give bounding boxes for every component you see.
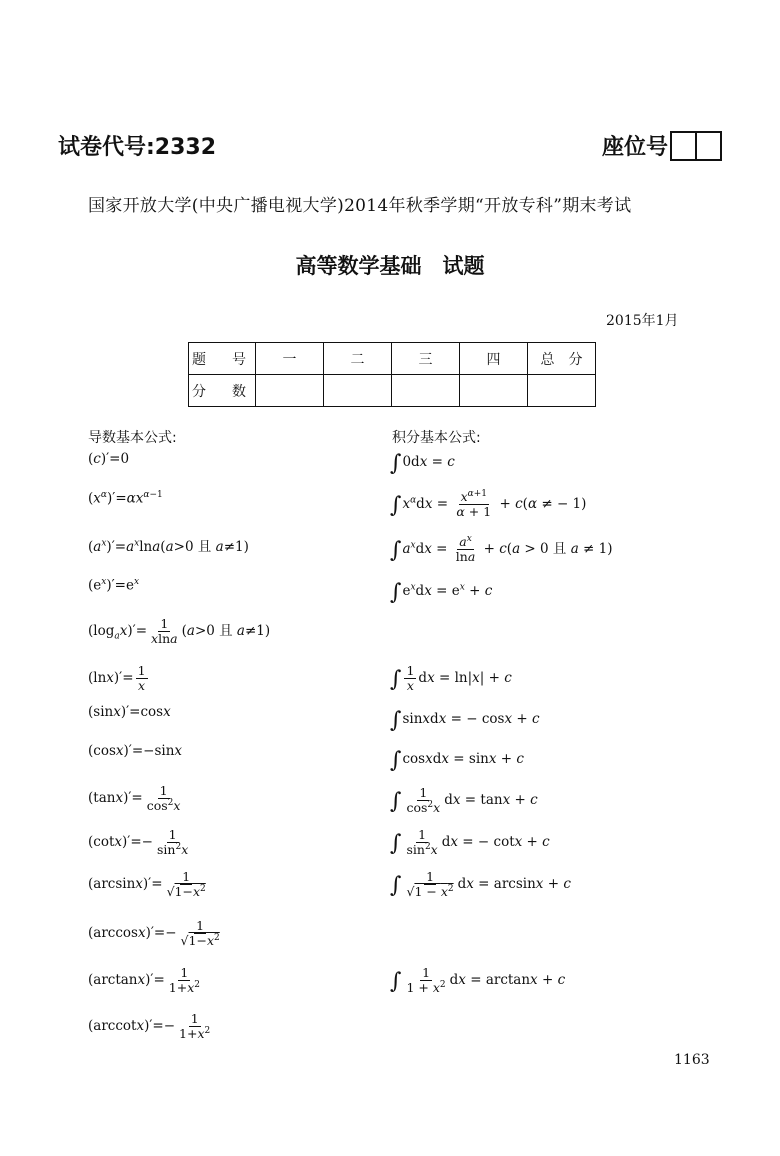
derivative-formula: (lnx)′= $\frac{1}{x}$ [88, 663, 146, 693]
derivative-formula: $(x^\alpha)'=\alpha x^{\alpha-1}$ [88, 490, 163, 507]
score-cell[interactable] [256, 375, 324, 407]
score-header-cell: 二 [324, 343, 392, 375]
exam-code: 试卷代号:2332 [58, 135, 217, 160]
integral-formula: ∫0dx = c [390, 451, 455, 476]
score-header-cell: 总 分 [528, 343, 596, 375]
integral-formula: ∫cosxdx = sinx + c [390, 748, 524, 773]
integral-formula: ∫ $\frac{1}{\sin^2x}$ dx = − cotx + c [390, 827, 550, 857]
score-header-cell: 一 [256, 343, 324, 375]
score-header-cell: 三 [392, 343, 460, 375]
integral-formula: $\int a^xdx$ = $\frac{a^x}{\ln a}$ + c(a > 0 且 a ≠ 1) [390, 534, 613, 564]
score-table [188, 342, 596, 407]
score-table-value-row [189, 375, 596, 407]
derivative-formula: (arccotx)′=− $\frac{1}{1+x^2}$ [88, 1011, 211, 1041]
derivative-formula: (arcsinx)′= $\frac{1}{√1-x^2}$ [88, 869, 206, 899]
score-header-cell: 题 号 [189, 343, 256, 375]
score-header-cell: 四 [460, 343, 528, 375]
derivative-formula: (tanx)′= $\frac{1}{\cos^2x}$ [88, 783, 181, 813]
score-cell[interactable] [528, 375, 596, 407]
score-row-label: 分 数 [189, 375, 256, 407]
page-number: 1163 [674, 1052, 710, 1068]
integral-formula: $\int x^\alpha dx$ = $\frac{x^{\alpha+1}}{\alpha + 1}$ + c(α ≠ − 1) [390, 489, 587, 519]
derivative-formula: $(e^x)'=e^x$ [88, 577, 140, 594]
integral-section-title: 积分基本公式: [392, 430, 481, 446]
exam-title: 高等数学基础 试题 [295, 254, 485, 278]
score-table-header-row [189, 343, 596, 375]
derivative-formula: (cosx)′=−sinx [88, 743, 183, 759]
derivative-formula: (cotx)′=− $\frac{1}{\sin^2x}$ [88, 827, 189, 857]
integral-formula: $\int e^xdx = e^x + c$ [390, 580, 493, 605]
integral-formula: ∫ $\frac{1}{x}$ dx = ln|x| + c [390, 663, 512, 693]
seat-number-boxes[interactable] [670, 131, 722, 161]
seat-label: 座位号 [602, 135, 669, 160]
score-cell[interactable] [324, 375, 392, 407]
score-cell[interactable] [392, 375, 460, 407]
derivative-formula: (sinx)′=cosx [88, 704, 171, 720]
seat-number [602, 130, 722, 161]
integral-formula: ∫ $\frac{1}{√1 - x^2}$ dx = arcsinx + c [390, 869, 571, 899]
derivative-formula: $(a^x)'=a^x\ln a(a>0$ 且 a≠1) [88, 538, 249, 555]
exam-date: 2015年1月 [606, 313, 679, 329]
score-cell[interactable] [460, 375, 528, 407]
integral-formula: ∫sinxdx = − cosx + c [390, 708, 540, 733]
derivative-section-title: 导数基本公式: [88, 430, 177, 446]
derivative-formula: (c)′=0 [88, 451, 130, 467]
school-line: 国家开放大学(中央广播电视大学)2014年秋季学期“开放专科”期末考试 [88, 196, 632, 216]
integral-formula: ∫ $\frac{1}{\cos^2x}$ dx = tanx + c [390, 785, 538, 815]
integral-formula: ∫ $\frac{1}{1 + x^2}$ dx = arctanx + c [390, 965, 566, 995]
derivative-formula: (arctanx)′= $\frac{1}{1+x^2}$ [88, 965, 201, 995]
derivative-formula: (arccosx)′=− $\frac{1}{√1-x^2}$ [88, 918, 220, 948]
derivative-formula: $(\log_ax)'=$ $\frac{1}{xlna}$ (a>0 且 a≠1) [88, 616, 271, 646]
